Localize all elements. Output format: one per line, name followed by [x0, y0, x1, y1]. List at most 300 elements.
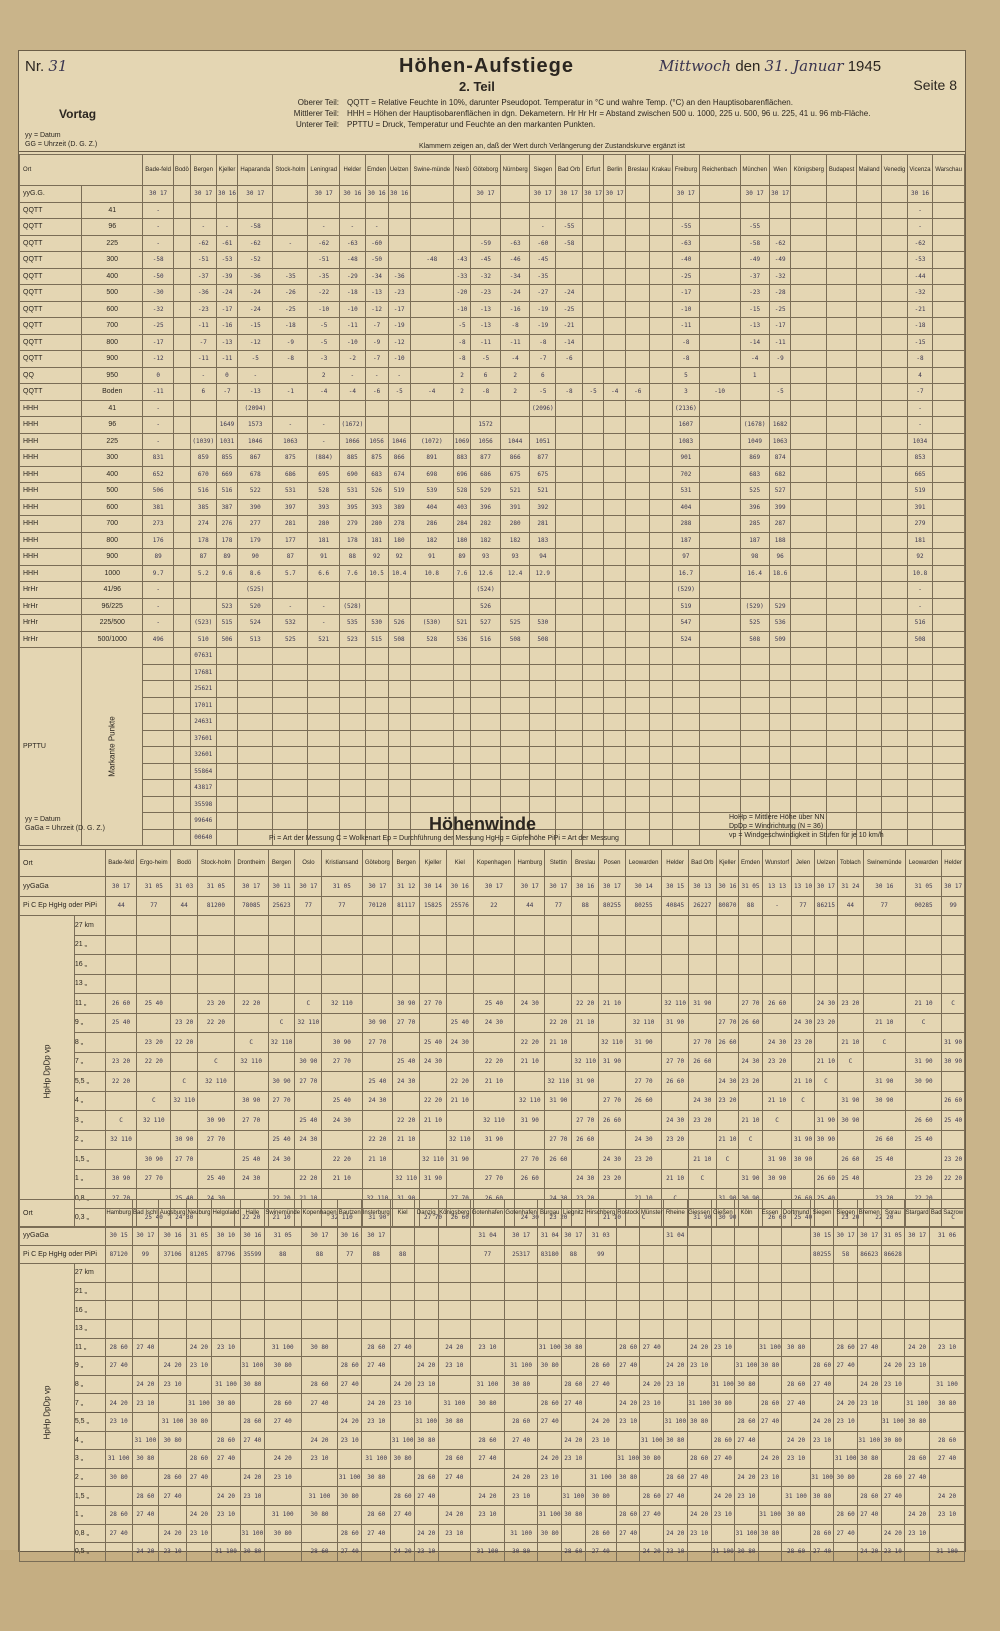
markant-cell [769, 763, 791, 780]
data-cell [582, 417, 604, 434]
wind-cell: 31 100 [264, 1338, 301, 1357]
markant-cell [882, 681, 908, 698]
wind-cell [105, 1375, 132, 1394]
type-cell: 70120 [362, 896, 393, 916]
data-cell: -17 [143, 334, 173, 351]
wind-cell: 30 80 [834, 1468, 858, 1487]
type-cell: 88 [572, 896, 599, 916]
data-cell [582, 582, 604, 599]
wind-cell: 23 10 [241, 1487, 265, 1506]
wind-cell: 28 60 [105, 1338, 132, 1357]
data-cell: -13 [238, 384, 273, 401]
wind-cell [687, 1487, 711, 1506]
data-cell [827, 334, 857, 351]
wind-cell: 28 60 [159, 1468, 187, 1487]
data-cell [740, 202, 769, 219]
data-cell [173, 202, 190, 219]
type-cell: 80870 [716, 896, 739, 916]
wind-cell: 23 10 [186, 1357, 211, 1376]
station-header: Haparanda [238, 155, 273, 186]
data-cell: 520 [238, 598, 273, 615]
date-cell: 30 16 [338, 1227, 362, 1246]
ascent-row [20, 301, 965, 318]
station-header: Augsburg [159, 1200, 187, 1227]
data-cell [453, 219, 471, 236]
wind-cell: 24 30 [814, 994, 837, 1014]
markant-cell [769, 664, 791, 681]
markant-cell [604, 813, 626, 830]
row-level: 800 [82, 334, 143, 351]
wind-cell: 27 70 [420, 994, 447, 1014]
data-cell [173, 598, 190, 615]
data-cell: -17 [216, 301, 238, 318]
station-header: Leningrad [308, 155, 339, 186]
wind-cell [689, 1072, 717, 1092]
data-cell [699, 202, 740, 219]
date-cell: 30 17 [132, 1227, 159, 1246]
wind-cell: 28 60 [538, 1394, 562, 1413]
data-cell: 1607 [673, 417, 700, 434]
markant-cell [827, 697, 857, 714]
markant-cell [173, 697, 190, 714]
wind-cell [446, 1111, 473, 1131]
markant-cell [365, 763, 388, 780]
wind-cell: 28 60 [504, 1412, 538, 1431]
wind-cell: 22 20 [137, 1052, 171, 1072]
station-header: Stock-holm [198, 850, 235, 877]
wind-cell: 23 10 [664, 1543, 688, 1562]
wind-cell [810, 1301, 834, 1320]
data-cell: 496 [143, 631, 173, 648]
data-cell [500, 186, 530, 203]
station-header: Kopenhagen [473, 850, 514, 877]
data-cell [740, 400, 769, 417]
data-cell: 2 [453, 384, 471, 401]
data-cell: 536 [453, 631, 471, 648]
wind-cell [711, 1357, 735, 1376]
wind-cell: 31 90 [599, 1052, 626, 1072]
wind-cell: 27 40 [687, 1468, 711, 1487]
wind-cell [473, 955, 514, 975]
data-cell [827, 351, 857, 368]
row-label: HHH [20, 400, 82, 417]
wind-cell: 30 80 [562, 1505, 586, 1524]
data-cell: 528 [308, 483, 339, 500]
station-header: Drontheim [234, 850, 268, 877]
data-cell [626, 433, 650, 450]
wind-cell [640, 1282, 664, 1301]
wind-cell [295, 1091, 322, 1111]
markant-cell [650, 763, 673, 780]
wind-cell [473, 1033, 514, 1053]
wind-cell [616, 1375, 640, 1394]
wind-cell [159, 1282, 187, 1301]
wind-cell [198, 935, 235, 955]
data-cell: 526 [471, 598, 501, 615]
wind-cell [264, 1543, 301, 1562]
data-cell: 9.6 [216, 565, 238, 582]
data-cell: 547 [673, 615, 700, 632]
markant-cell [740, 730, 769, 747]
data-cell: 0 [143, 367, 173, 384]
data-cell [650, 615, 673, 632]
wind-cell [838, 1072, 864, 1092]
wind-cell: 27 40 [301, 1394, 337, 1413]
data-cell: -7 [216, 384, 238, 401]
row-label: QQTT [20, 252, 82, 269]
data-cell: -24 [556, 285, 583, 302]
wind-cell [504, 1338, 538, 1357]
data-cell: -62 [190, 235, 216, 252]
type-cell: 80255 [810, 1245, 834, 1264]
data-cell: 2 [453, 367, 471, 384]
ascent-row [20, 334, 965, 351]
markant-row [20, 747, 965, 764]
wind-cell [471, 1264, 505, 1283]
date-cell: 31 03 [585, 1227, 616, 1246]
row-level: 300 [82, 450, 143, 467]
data-cell [933, 483, 965, 500]
wind-cell: 31 100 [362, 1450, 391, 1469]
data-cell [650, 516, 673, 533]
markant-cell [453, 730, 471, 747]
markant-cell [530, 730, 556, 747]
station-header: Sorau [881, 1200, 905, 1227]
data-cell: 286 [410, 516, 453, 533]
data-cell: -36 [238, 268, 273, 285]
data-cell: 97 [673, 549, 700, 566]
data-cell: 392 [530, 499, 556, 516]
data-cell [791, 417, 827, 434]
wind-cell: 27 70 [137, 1169, 171, 1189]
wind-cell: 26 60 [762, 1208, 791, 1228]
data-cell: -4 [500, 351, 530, 368]
ascent-row [20, 400, 965, 417]
wind-cell [735, 1301, 759, 1320]
data-cell: -29 [339, 268, 365, 285]
wind-cell [810, 1264, 834, 1283]
wind-cell [572, 974, 599, 994]
data-cell [453, 202, 471, 219]
markant-cell [173, 681, 190, 698]
date-cell: 31 05 [198, 877, 235, 897]
type-cell [414, 1245, 438, 1264]
wind-cell [572, 1091, 599, 1111]
row-label: HHH [20, 433, 82, 450]
markant-cell [740, 714, 769, 731]
data-cell: 280 [365, 516, 388, 533]
wind-cell: 24 20 [471, 1487, 505, 1506]
data-cell [626, 549, 650, 566]
data-cell: 12.4 [500, 565, 530, 582]
data-cell: 875 [365, 450, 388, 467]
data-cell: -49 [769, 252, 791, 269]
markant-cell [530, 763, 556, 780]
wind-cell: 22 20 [171, 1033, 198, 1053]
data-cell [650, 252, 673, 269]
wind-cell [301, 1264, 337, 1283]
station-header: Posen [599, 850, 626, 877]
wind-cell: 24 20 [438, 1338, 471, 1357]
wind-cell [711, 1468, 735, 1487]
wind-cell: 24 20 [664, 1524, 688, 1543]
data-cell: 6 [190, 384, 216, 401]
wind-cell: 25 40 [198, 1169, 235, 1189]
wind-cell [211, 1301, 240, 1320]
data-cell: -6 [626, 384, 650, 401]
markant-cell [857, 747, 882, 764]
data-cell [699, 532, 740, 549]
data-cell: 90 [238, 549, 273, 566]
row-level: 41 [82, 202, 143, 219]
date-cell: 30 17 [905, 1227, 930, 1246]
station-header: Reichenbach [699, 155, 740, 186]
wind-cell [782, 1319, 810, 1338]
row-level: 41/96 [82, 582, 143, 599]
data-cell: 874 [769, 450, 791, 467]
wind-cell [171, 1169, 198, 1189]
wind-cell [625, 1111, 661, 1131]
level-label: 0,8 „ [74, 1189, 105, 1209]
data-cell: -27 [530, 285, 556, 302]
wind-cell [391, 1301, 415, 1320]
markant-cell [582, 664, 604, 681]
wind-cell: 30 90 [198, 1111, 235, 1131]
data-cell [699, 466, 740, 483]
data-cell: -5 [769, 384, 791, 401]
data-cell: -4 [604, 384, 626, 401]
wind-cell [295, 935, 322, 955]
markant-cell: 99646 [190, 813, 216, 830]
markant-cell [882, 780, 908, 797]
wind-cell: 24 20 [504, 1468, 538, 1487]
wind-cell: 32 110 [599, 1033, 626, 1053]
markant-cell [673, 697, 700, 714]
data-cell: -5 [308, 334, 339, 351]
station-header: Bergen [268, 850, 295, 877]
wind-cell [881, 1264, 905, 1283]
data-cell: 513 [238, 631, 273, 648]
data-cell [827, 516, 857, 533]
level-row [20, 1505, 965, 1524]
wind-cell: 32 110 [295, 1013, 322, 1033]
wind-cell [241, 1505, 265, 1524]
ascent-row [20, 417, 965, 434]
data-cell: -8 [453, 351, 471, 368]
data-cell: 539 [410, 483, 453, 500]
wind-cell [838, 1013, 864, 1033]
wind-cell [132, 1412, 159, 1431]
wind-cell: 27 70 [473, 1169, 514, 1189]
markant-cell [699, 664, 740, 681]
markant-cell [604, 714, 626, 731]
data-cell: -9 [365, 334, 388, 351]
wind-cell [814, 974, 837, 994]
row-level: 96 [82, 219, 143, 236]
data-cell: 859 [190, 450, 216, 467]
type-cell: 77 [137, 896, 171, 916]
data-cell: -18 [907, 318, 932, 335]
wind-cell: 21 10 [545, 1033, 572, 1053]
data-cell: 181 [907, 532, 932, 549]
level-row [20, 1111, 965, 1131]
wind-cell: 23 10 [735, 1487, 759, 1506]
wind-cell: 28 60 [362, 1505, 391, 1524]
wind-cell [616, 1543, 640, 1562]
data-cell [791, 186, 827, 203]
markant-cell [388, 813, 410, 830]
data-cell [650, 235, 673, 252]
data-cell [882, 202, 908, 219]
data-cell [699, 516, 740, 533]
wind-cell: 32 110 [268, 1033, 295, 1053]
wind-cell: 23 20 [137, 1033, 171, 1053]
wind-cell [414, 1450, 438, 1469]
data-cell [699, 268, 740, 285]
type-cell: - [762, 896, 791, 916]
wind-cell: 30 90 [792, 1150, 815, 1170]
markant-cell [339, 730, 365, 747]
wind-cell [640, 1412, 664, 1431]
wind-cell [834, 1375, 858, 1394]
data-cell [933, 252, 965, 269]
data-cell [273, 582, 308, 599]
data-cell: 10.5 [365, 565, 388, 582]
wind-cell: 23 10 [471, 1505, 505, 1524]
data-cell: - [365, 219, 388, 236]
data-cell [173, 318, 190, 335]
markant-cell [650, 747, 673, 764]
data-cell [173, 450, 190, 467]
wind-cell [438, 1487, 471, 1506]
level-row [20, 1150, 965, 1170]
wind-cell [268, 955, 295, 975]
wind-cell [863, 994, 905, 1014]
wind-cell [473, 935, 514, 955]
level-label: 7 „ [74, 1052, 105, 1072]
station-header: Siegen [834, 1200, 858, 1227]
wind-cell: 30 90 [863, 1091, 905, 1111]
wind-cell [881, 1282, 905, 1301]
type-cell: 81117 [393, 896, 420, 916]
wind-cell: 23 20 [762, 1052, 791, 1072]
data-cell [933, 186, 965, 203]
row-label: QQTT [20, 285, 82, 302]
data-cell [699, 598, 740, 615]
data-cell: 89 [453, 549, 471, 566]
data-cell [699, 367, 740, 384]
markant-row [20, 664, 965, 681]
level-row [20, 994, 965, 1014]
wind-cell [616, 1431, 640, 1450]
wind-cell: 24 20 [538, 1450, 562, 1469]
markant-cell [365, 714, 388, 731]
data-cell [339, 582, 365, 599]
wind-cell: 30 90 [137, 1150, 171, 1170]
markant-cell [827, 780, 857, 797]
data-cell [556, 631, 583, 648]
wind-cell [446, 916, 473, 936]
data-cell [365, 417, 388, 434]
date-cell: 30 15 [810, 1227, 834, 1246]
wind-cell [762, 935, 791, 955]
markant-cell [791, 681, 827, 698]
data-cell [556, 433, 583, 450]
data-cell [626, 565, 650, 582]
wind-cell: 32 110 [137, 1111, 171, 1131]
date-cell: 30 16 [572, 877, 599, 897]
wind-cell: 28 60 [834, 1505, 858, 1524]
station-header: Nürnberg [500, 155, 530, 186]
data-cell: - [365, 367, 388, 384]
data-cell: 670 [190, 466, 216, 483]
station-header: Kopenhagen [301, 1200, 337, 1227]
wind-cell [881, 1505, 905, 1524]
wind-cell [625, 974, 661, 994]
markant-cell [827, 681, 857, 698]
wind-cell [171, 1052, 198, 1072]
markant-cell [471, 697, 501, 714]
wind-cell: 30 90 [322, 1033, 362, 1053]
markant-row [20, 714, 965, 731]
data-cell: 875 [273, 450, 308, 467]
data-cell: -62 [238, 235, 273, 252]
data-cell: 4 [907, 367, 932, 384]
data-cell [273, 252, 308, 269]
wind-cell: 23 10 [159, 1543, 187, 1562]
data-cell: 278 [388, 516, 410, 533]
markant-cell [699, 681, 740, 698]
wind-cell [689, 1013, 717, 1033]
wind-cell [186, 1301, 211, 1320]
row-level: 700 [82, 516, 143, 533]
data-cell: 187 [673, 532, 700, 549]
level-row [20, 1468, 965, 1487]
wind-cell [211, 1319, 240, 1338]
ascent-table [19, 154, 965, 846]
wind-header-row [20, 1200, 965, 1227]
data-cell: (523) [190, 615, 216, 632]
wind-cell [585, 1338, 616, 1357]
wind-cell [664, 1264, 688, 1283]
markant-cell [216, 681, 238, 698]
wind-cell [625, 955, 661, 975]
wind-cell: 31 100 [735, 1357, 759, 1376]
level-label: 4 „ [74, 1091, 105, 1111]
data-cell [933, 631, 965, 648]
data-cell [933, 417, 965, 434]
wind-cell: 23 10 [562, 1450, 586, 1469]
data-cell: (1072) [410, 433, 453, 450]
data-cell: 89 [216, 549, 238, 566]
data-cell [791, 631, 827, 648]
data-cell [827, 532, 857, 549]
data-cell [556, 450, 583, 467]
wind-cell [585, 1394, 616, 1413]
data-cell: 526 [365, 483, 388, 500]
data-cell: 516 [907, 615, 932, 632]
data-cell: 526 [388, 615, 410, 632]
data-cell [827, 400, 857, 417]
data-cell: 2 [500, 367, 530, 384]
row-level: Boden [82, 384, 143, 401]
markant-cell [857, 763, 882, 780]
wind-cell [137, 1130, 171, 1150]
wind-cell: 30 80 [810, 1487, 834, 1506]
wind-cell [857, 1319, 881, 1338]
data-cell [857, 483, 882, 500]
wind-cell: 28 60 [414, 1468, 438, 1487]
